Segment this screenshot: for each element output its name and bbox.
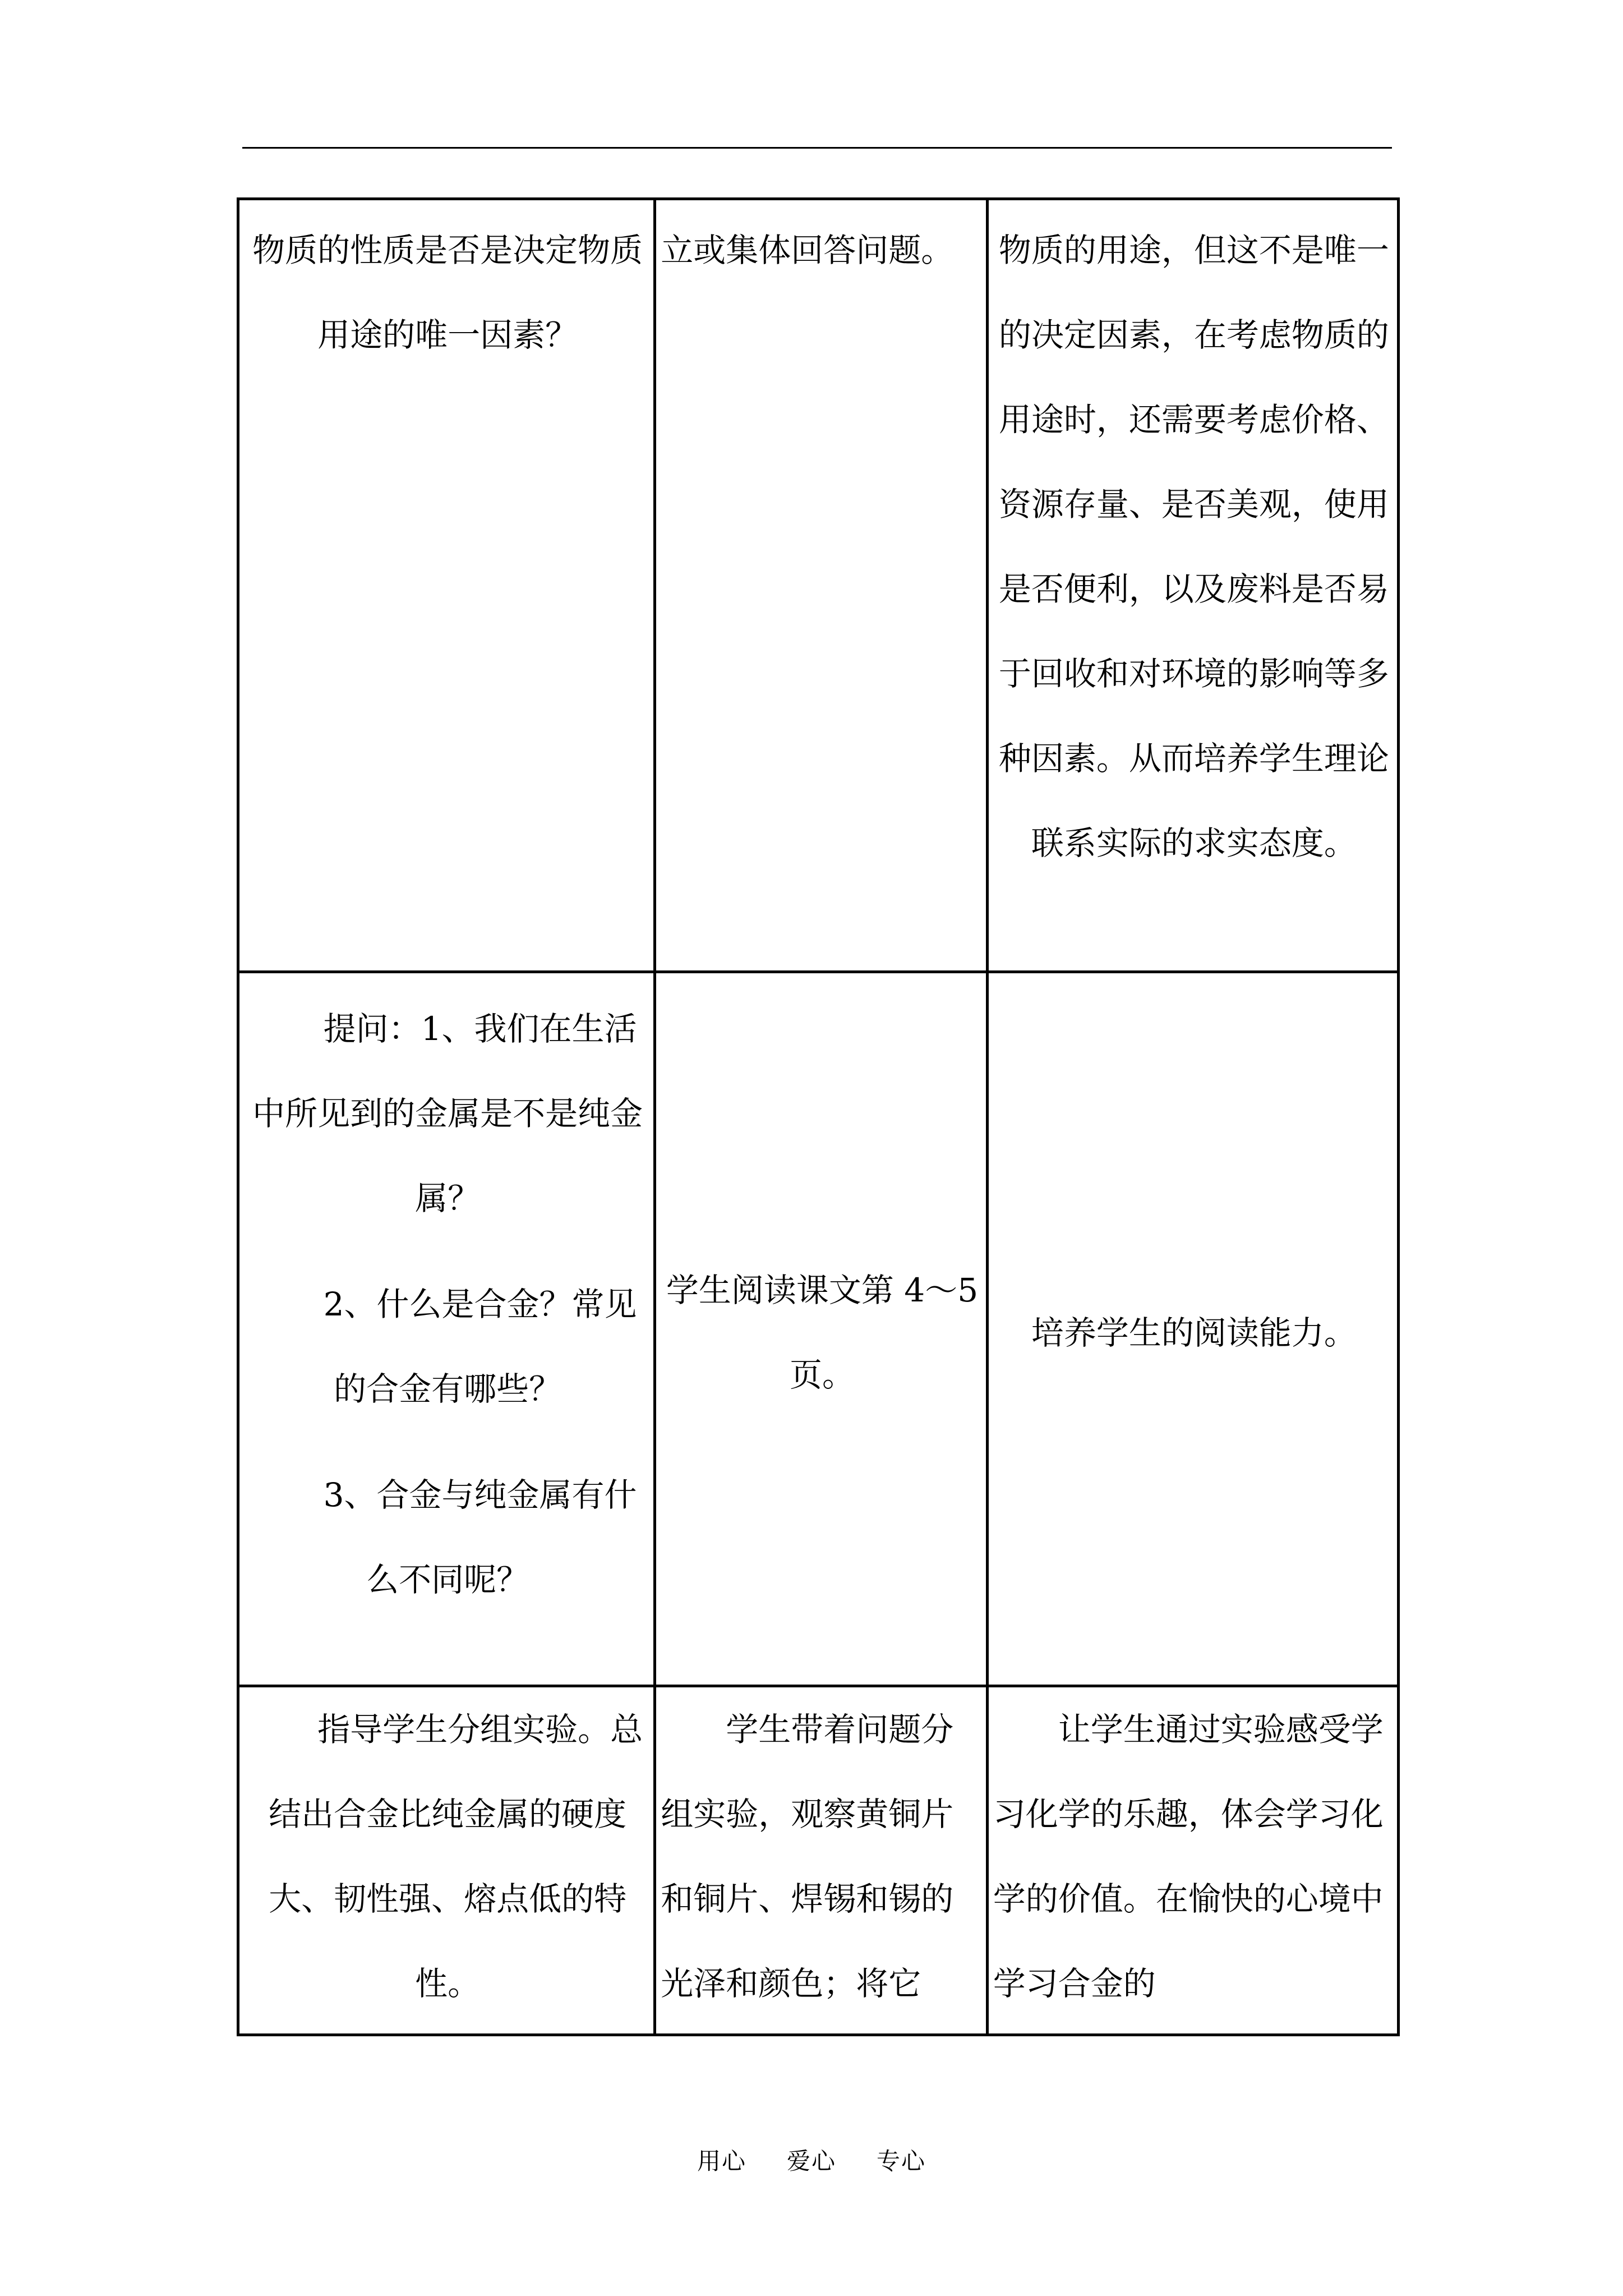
footer-word: 专心 [877, 2147, 926, 2175]
table-row [238, 972, 1399, 1686]
design-intent-text: 物质的用途，但这不是唯一的决定因素，在考虑物质的用途时，还需要考虑价格、资源存量、是否美观，使用是否便利，以及废料是否易于回收和对环境的影响等多种因素。从而培养学生理论联系实际的求实态度。 [998, 231, 1389, 862]
student-activity-text: 立或集体回答问题。 [661, 231, 954, 269]
design-intent-text: 让学生通过实验感受学习化学的乐趣，体会学习化学的价值。在愉快的心境中学习合金的 [993, 1710, 1384, 2003]
design-intent-cell [987, 1686, 1398, 2035]
teacher-activity-cell [238, 1686, 655, 2035]
student-activity-cell [655, 199, 988, 972]
footer-word: 爱心 [786, 2147, 836, 2175]
question-3: 3、合金与纯金属有什么不同呢？ [323, 1476, 637, 1599]
design-intent-cell [987, 972, 1398, 1686]
question-1: 提问：1、我们在生活中所见到的金属是不是纯金属？ [252, 1010, 643, 1217]
design-intent-text: 培养学生的阅读能力。 [1031, 1313, 1357, 1352]
design-intent-cell [987, 199, 1398, 972]
teacher-activity-cell [238, 199, 655, 972]
teacher-activity-text: 物质的性质是否是决定物质用途的唯一因素？ [252, 231, 643, 354]
page-footer [0, 2143, 1623, 2177]
student-activity-text: 学生带着问题分组实验，观察黄铜片和铜片、焊锡和锡的光泽和颜色；将它 [661, 1710, 954, 2003]
teacher-activity-text: 指导学生分组实验。总结出合金比纯金属的硬度大、韧性强、熔点低的特性。 [269, 1710, 643, 2003]
teacher-activity-cell [238, 972, 655, 1686]
lesson-plan-table [237, 197, 1400, 2036]
student-activity-text: 学生阅读课文第 4～5 页。 [666, 1271, 979, 1394]
table-row [238, 199, 1399, 972]
header-rule [242, 147, 1392, 149]
question-2: 2、什么是合金？常见的合金有哪些？ [323, 1285, 637, 1408]
table-row [238, 1686, 1399, 2035]
student-activity-cell [655, 972, 988, 1686]
student-activity-cell [655, 1686, 988, 2035]
footer-word: 用心 [697, 2147, 746, 2175]
